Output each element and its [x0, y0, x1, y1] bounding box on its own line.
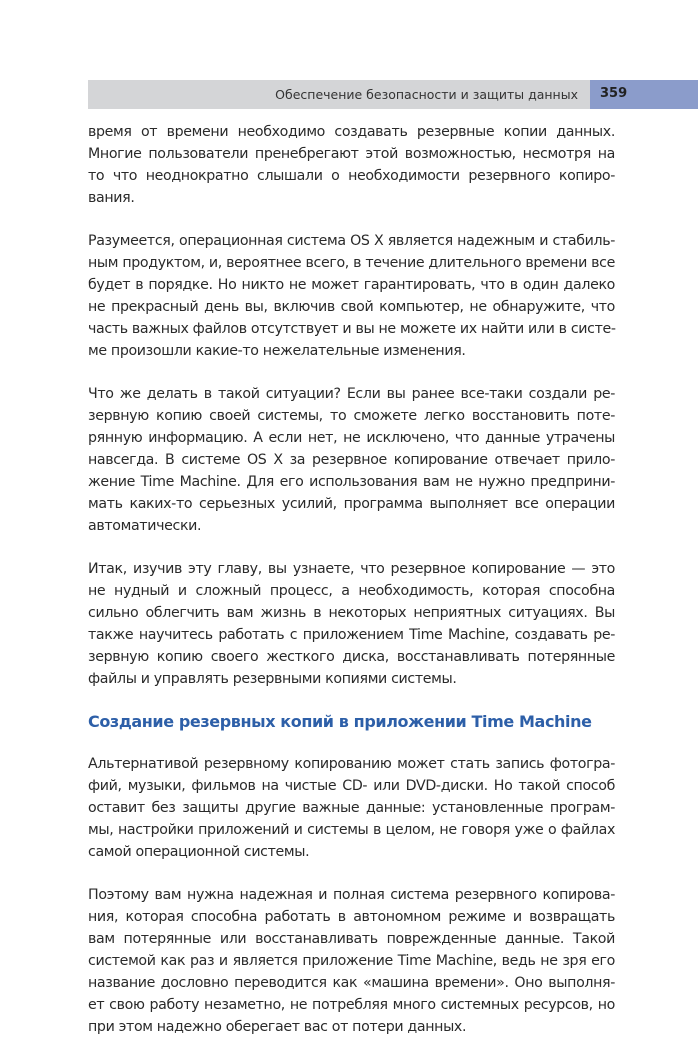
- text-line: при этом надежно оберегает вас от потери данных.: [88, 1019, 467, 1035]
- text-line: будет в порядке. Но никто не может гарантировать, что в один далеко: [88, 277, 615, 293]
- text-line: не нудный и сложный процесс, а необходимость, которая способна: [88, 583, 615, 599]
- text-line: оставит без защиты другие важные данные: установленные програм-: [88, 800, 615, 816]
- text-line: самой операционной системы.: [88, 844, 310, 860]
- text-line: рянную информацию. А если нет, не исключено, что данные утрачены: [88, 430, 615, 446]
- text-line: ным продуктом, и, вероятнее всего, в течение длительного времени все: [88, 255, 615, 271]
- running-header: [88, 80, 590, 109]
- text-line: фий, музыки, фильмов на чистые CD- или DVD-диски. Но такой способ: [88, 778, 615, 794]
- text-line: зервную копию своей системы, то сможете легко восстановить поте-: [88, 408, 615, 424]
- text-line: автоматически.: [88, 518, 202, 534]
- text-line: время от времени необходимо создавать резервные копии данных.: [88, 124, 615, 140]
- text-line: Разумеется, операционная система OS X является надежным и стабиль-: [88, 233, 615, 249]
- text-line: Многие пользователи пренебрегают этой возможностью, несмотря на: [88, 146, 615, 162]
- text-line: ния, которая способна работать в автономном режиме и возвращать: [88, 909, 615, 925]
- text-line: не прекрасный день вы, включив свой компьютер, не обнаружите, что: [88, 299, 615, 315]
- text-line: жение Time Machine. Для его использования вам не нужно предприни-: [88, 474, 615, 490]
- text-line: Альтернативой резервному копированию может стать запись фотогра-: [88, 756, 615, 772]
- page-body: [88, 121, 615, 1059]
- paragraph: [88, 121, 615, 209]
- text-line: Поэтому вам нужна надежная и полная система резервного копирова-: [88, 887, 615, 903]
- paragraph: [88, 753, 615, 863]
- text-line: название дословно переводится как «машина времени». Оно выполня-: [88, 975, 615, 991]
- text-line: сильно облегчить вам жизнь в некоторых неприятных ситуациях. Вы: [88, 605, 615, 621]
- text-line: Что же делать в такой ситуации? Если вы ранее все-таки создали ре-: [88, 386, 615, 402]
- text-line: Итак, изучив эту главу, вы узнаете, что резервное копирование — это: [88, 561, 615, 577]
- section-heading: Создание резервных копий в приложении Time Machine: [88, 712, 592, 731]
- text-line: ме произошли какие-то нежелательные изменения.: [88, 343, 466, 359]
- text-line: часть важных файлов отсутствует и вы не можете их найти или в систе-: [88, 321, 616, 337]
- page-number: 359: [600, 86, 628, 101]
- text-line: навсегда. В системе OS X за резервное копирование отвечает прило-: [88, 452, 615, 468]
- page-number-box: [590, 80, 698, 109]
- running-header-title: Обеспечение безопасности и защиты данных: [275, 87, 578, 102]
- text-line: мать каких-то серьезных усилий, программа выполняет все операции: [88, 496, 615, 512]
- text-line: вам потерянные или восстанавливать поврежденные данные. Такой: [88, 931, 615, 947]
- text-line: зервную копию своего жесткого диска, восстанавливать потерянные: [88, 649, 615, 665]
- paragraph: [88, 884, 615, 1038]
- paragraph: [88, 558, 615, 690]
- paragraph: [88, 230, 615, 362]
- text-line: мы, настройки приложений и системы в целом, не говоря уже о файлах: [88, 822, 615, 838]
- text-line: то что неоднократно слышали о необходимости резервного копиро-: [88, 168, 615, 184]
- text-line: файлы и управлять резервными копиями системы.: [88, 671, 457, 687]
- text-line: ет свою работу незаметно, не потребляя много системных ресурсов, но: [88, 997, 615, 1013]
- text-line: также научитесь работать с приложением Time Machine, создавать ре-: [88, 627, 615, 643]
- text-line: вания.: [88, 190, 135, 206]
- paragraph: [88, 383, 615, 537]
- text-line: системой как раз и является приложение Time Machine, ведь не зря его: [88, 953, 615, 969]
